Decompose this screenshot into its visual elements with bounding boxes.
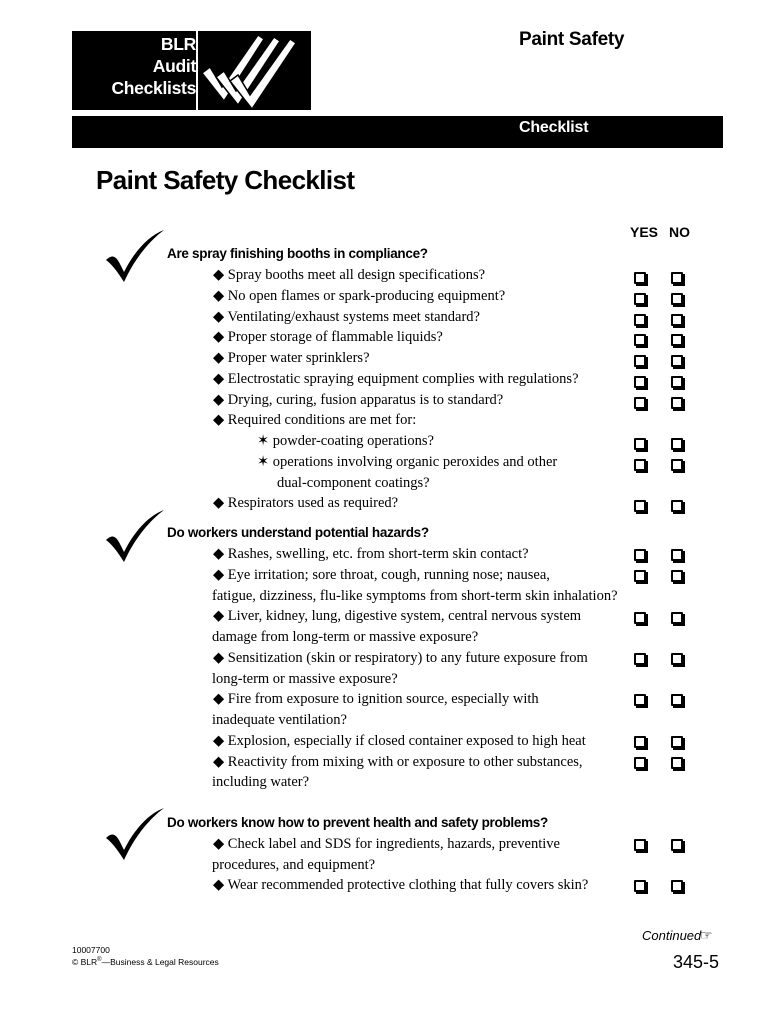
sub-list-item: ✶ powder-coating operations?: [257, 433, 434, 449]
logo-line-3: Checklists: [111, 78, 196, 98]
section-bar: [72, 116, 723, 148]
yes-checkbox[interactable]: [634, 272, 646, 284]
list-item-continuation: long-term or massive exposure?: [212, 671, 398, 687]
yes-checkbox[interactable]: [634, 839, 646, 851]
list-item: ◆ Eye irritation; sore throat, cough, running nose; nausea,: [213, 567, 550, 583]
yes-checkbox[interactable]: [634, 612, 646, 624]
yes-checkbox[interactable]: [634, 570, 646, 582]
yes-checkbox[interactable]: [634, 376, 646, 388]
list-item: ◆ Check label and SDS for ingredients, hazards, preventive: [213, 836, 560, 852]
no-checkbox[interactable]: [671, 272, 683, 284]
question-prevent-problems: Do workers know how to prevent health and safety problems?: [167, 815, 548, 830]
yes-checkbox[interactable]: [634, 293, 646, 305]
list-item: ◆ Required conditions are met for:: [213, 412, 417, 428]
logo-text: [72, 31, 196, 110]
yes-checkbox[interactable]: [634, 880, 646, 892]
yes-checkbox[interactable]: [634, 757, 646, 769]
question-potential-hazards: Do workers understand potential hazards?: [167, 525, 429, 540]
yes-checkbox[interactable]: [634, 438, 646, 450]
question-spray-booths: Are spray finishing booths in compliance?: [167, 246, 428, 261]
sub-list-item-continuation: dual-component coatings?: [277, 475, 430, 491]
no-checkbox[interactable]: [671, 880, 683, 892]
no-column-header: NO: [669, 224, 690, 240]
list-item: ◆ Spray booths meet all design specifications?: [213, 267, 486, 283]
yes-checkbox[interactable]: [634, 397, 646, 409]
list-item-continuation: fatigue, dizziness, flu-like symptoms from short-term skin inhalation?: [212, 588, 618, 604]
document-code: 10007700: [72, 945, 110, 955]
section-bar-label: Checklist: [519, 119, 589, 136]
no-checkbox[interactable]: [671, 438, 683, 450]
list-item: ◆ No open flames or spark-producing equipment?: [213, 288, 506, 304]
no-checkbox[interactable]: [671, 334, 683, 346]
registered-mark: ®: [97, 957, 102, 963]
yes-checkbox[interactable]: [634, 355, 646, 367]
no-checkbox[interactable]: [671, 314, 683, 326]
list-item: ◆ Explosion, especially if closed container exposed to high heat: [213, 733, 586, 749]
yes-checkbox[interactable]: [634, 736, 646, 748]
yes-checkbox[interactable]: [634, 500, 646, 512]
copyright-suffix: —Business & Legal Resources: [101, 956, 219, 967]
no-checkbox[interactable]: [671, 376, 683, 388]
no-checkbox[interactable]: [671, 549, 683, 561]
list-item: ◆ Liver, kidney, lung, digestive system, central nervous system: [213, 608, 582, 624]
yes-checkbox[interactable]: [634, 653, 646, 665]
sub-list-item: ✶ operations involving organic peroxides and other: [257, 454, 558, 470]
list-item: ◆ Proper storage of flammable liquids?: [213, 329, 443, 345]
no-checkbox[interactable]: [671, 500, 683, 512]
list-item: ◆ Ventilating/exhaust systems meet standard?: [213, 309, 480, 325]
no-checkbox[interactable]: [671, 612, 683, 624]
checkmarks-logo-icon: [198, 31, 311, 110]
list-item-continuation: including water?: [212, 774, 310, 790]
list-item: ◆ Reactivity from mixing with or exposure to other substances,: [213, 754, 583, 770]
pointing-hand-icon: ☞: [700, 929, 713, 944]
checkmark-icon: [104, 228, 166, 284]
page-title: Paint Safety Checklist: [96, 165, 355, 195]
list-item-continuation: damage from long-term or massive exposure?: [212, 629, 479, 645]
list-item: ◆ Wear recommended protective clothing that fully covers skin?: [213, 877, 589, 893]
no-checkbox[interactable]: [671, 757, 683, 769]
no-checkbox[interactable]: [671, 397, 683, 409]
logo-line-1: BLR: [160, 34, 196, 54]
no-checkbox[interactable]: [671, 653, 683, 665]
no-checkbox[interactable]: [671, 736, 683, 748]
checkmark-icon: [104, 508, 166, 564]
list-item: ◆ Fire from exposure to ignition source, especially with: [213, 691, 539, 707]
no-checkbox[interactable]: [671, 355, 683, 367]
no-checkbox[interactable]: [671, 570, 683, 582]
list-item: ◆ Rashes, swelling, etc. from short-term skin contact?: [213, 546, 529, 562]
checkmark-icon: [104, 806, 166, 862]
list-item-continuation: procedures, and equipment?: [212, 857, 376, 873]
list-item-continuation: inadequate ventilation?: [212, 712, 347, 728]
yes-column-header: YES: [630, 224, 659, 240]
no-checkbox[interactable]: [671, 459, 683, 471]
footer-copyright: [72, 945, 219, 967]
yes-checkbox[interactable]: [634, 694, 646, 706]
list-item: ◆ Respirators used as required?: [213, 495, 399, 511]
header-title: Paint Safety: [519, 29, 625, 50]
list-item: ◆ Sensitization (skin or respiratory) to any future exposure from: [213, 650, 588, 666]
yes-checkbox[interactable]: [634, 334, 646, 346]
yes-checkbox[interactable]: [634, 314, 646, 326]
yes-checkbox[interactable]: [634, 549, 646, 561]
copyright-line: [72, 955, 219, 967]
logo-line-2: Audit: [152, 56, 196, 76]
no-checkbox[interactable]: [671, 839, 683, 851]
continued-label: Continued: [642, 928, 702, 943]
no-checkbox[interactable]: [671, 694, 683, 706]
no-checkbox[interactable]: [671, 293, 683, 305]
list-item: ◆ Drying, curing, fusion apparatus is to standard?: [213, 392, 504, 408]
list-item: ◆ Proper water sprinklers?: [213, 350, 370, 366]
yes-checkbox[interactable]: [634, 459, 646, 471]
blr-logo: [72, 31, 311, 110]
page-number: 345-5: [673, 952, 720, 972]
copyright-prefix: © BLR: [72, 956, 98, 967]
list-item: ◆ Electrostatic spraying equipment complies with regulations?: [213, 371, 579, 387]
